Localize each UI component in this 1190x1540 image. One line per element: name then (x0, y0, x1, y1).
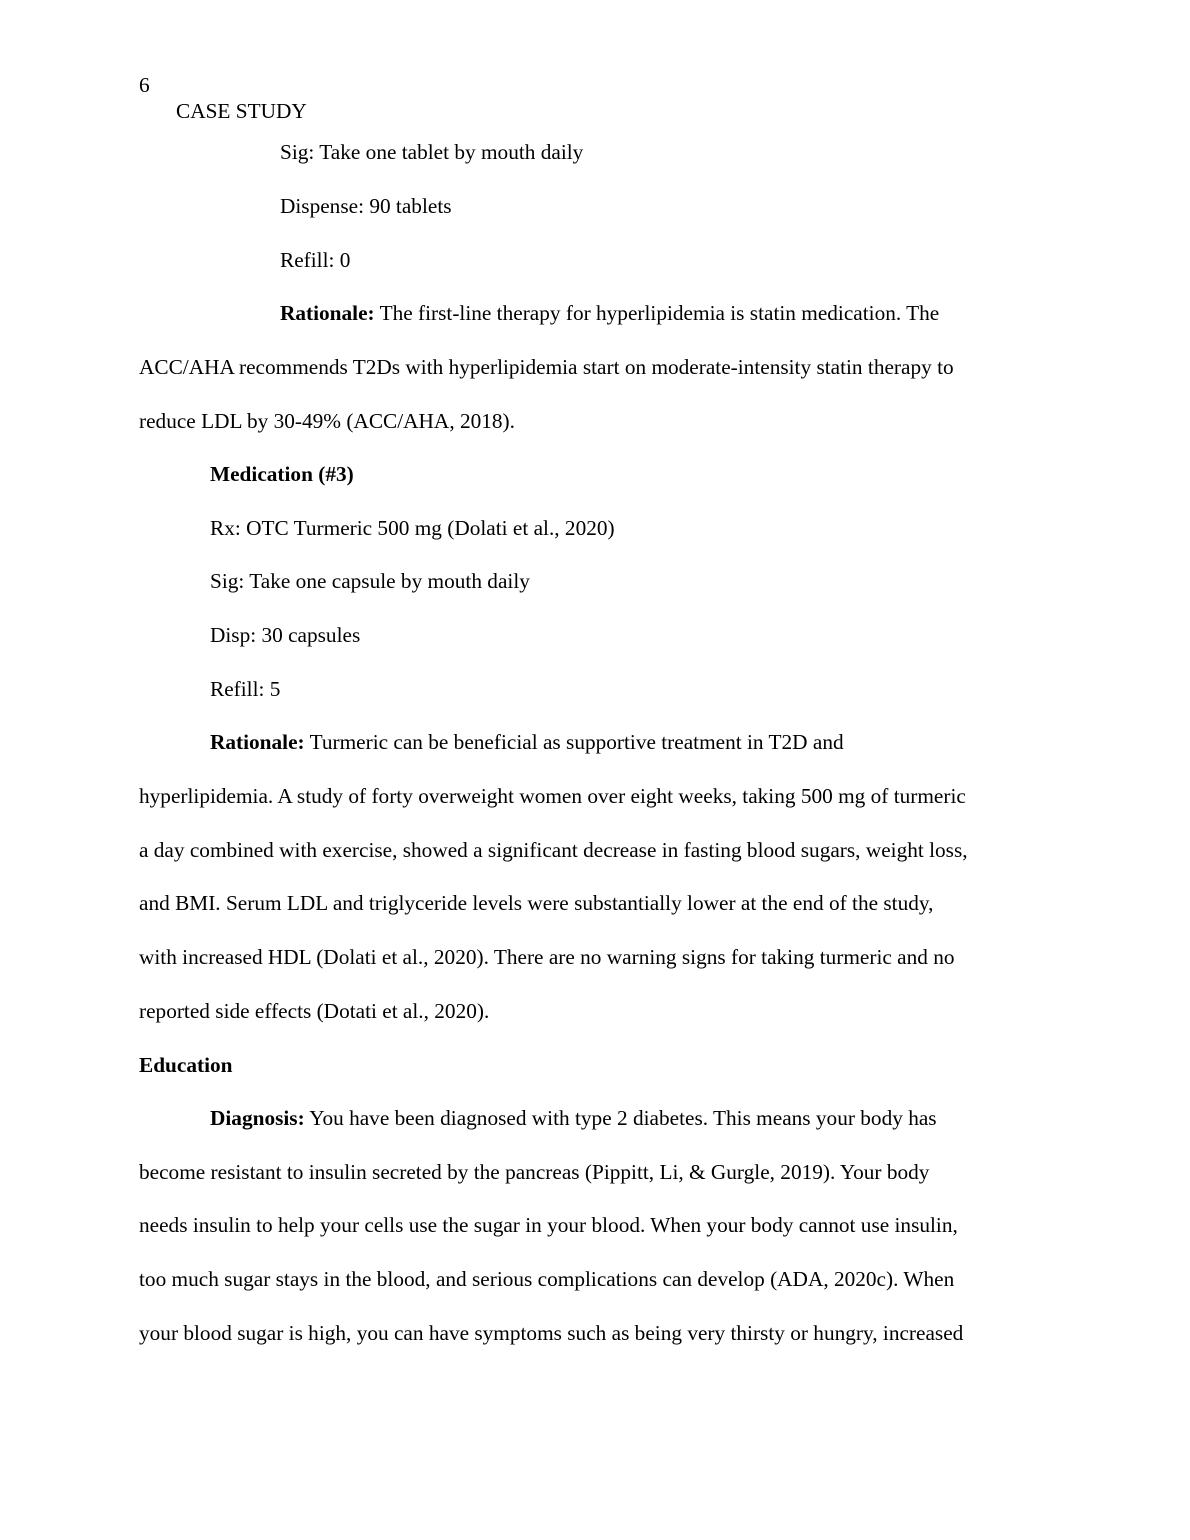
med2-sig: Sig: Take one tablet by mouth daily (280, 140, 584, 164)
med3-heading: Medication (#3) (210, 462, 354, 486)
med2-refill: Refill: 0 (280, 248, 351, 272)
med3-rationale-line-5: with increased HDL (Dolati et al., 2020). There are no warning signs for taking turmeric and no (139, 945, 955, 969)
med3-sig: Sig: Take one capsule by mouth daily (210, 569, 530, 593)
rationale-label: Rationale: (210, 730, 305, 754)
med3-rationale-line-3: a day combined with exercise, showed a significant decrease in fasting blood sugars, weight loss, (139, 838, 968, 862)
med3-rationale-line-2: hyperlipidemia. A study of forty overweight women over eight weeks, taking 500 mg of turmeric (139, 784, 966, 808)
med3-disp: Disp: 30 capsules (210, 623, 361, 647)
med2-rationale-line-2: ACC/AHA recommends T2Ds with hyperlipidemia start on moderate-intensity statin therapy to (139, 355, 954, 379)
rationale-text: The first-line therapy for hyperlipidemia is statin medication. The (374, 301, 940, 325)
med3-rx: Rx: OTC Turmeric 500 mg (Dolati et al., 2020) (210, 516, 615, 540)
diagnosis-line-3: needs insulin to help your cells use the sugar in your blood. When your body cannot use insulin, (139, 1213, 958, 1237)
med3-rationale-line-4: and BMI. Serum LDL and triglyceride levels were substantially lower at the end of the study, (139, 891, 934, 915)
running-head: CASE STUDY (176, 99, 307, 123)
rationale-label: Rationale: (280, 301, 375, 325)
med3-refill: Refill: 5 (210, 677, 281, 701)
diagnosis-line-1 (210, 1105, 937, 1131)
med3-rationale-line-1 (210, 729, 844, 755)
med2-rationale-line-3: reduce LDL by 30-49% (ACC/AHA, 2018). (139, 409, 515, 433)
diagnosis-line-2: become resistant to insulin secreted by the pancreas (Pippitt, Li, & Gurgle, 2019). Your body (139, 1160, 930, 1184)
diagnosis-text: You have been diagnosed with type 2 diabetes. This means your body has (304, 1106, 937, 1130)
med2-rationale-line-1 (280, 300, 939, 326)
diagnosis-label: Diagnosis: (210, 1106, 305, 1130)
diagnosis-line-5: your blood sugar is high, you can have symptoms such as being very thirsty or hungry, increased (139, 1321, 964, 1345)
med2-dispense: Dispense: 90 tablets (280, 194, 452, 218)
med3-rationale-line-6: reported side effects (Dotati et al., 2020). (139, 999, 490, 1023)
rationale-text: Turmeric can be beneficial as supportive treatment in T2D and (304, 730, 844, 754)
diagnosis-line-4: too much sugar stays in the blood, and serious complications can develop (ADA, 2020c). When (139, 1267, 955, 1291)
page-number: 6 (139, 73, 150, 97)
education-heading: Education (139, 1053, 233, 1077)
